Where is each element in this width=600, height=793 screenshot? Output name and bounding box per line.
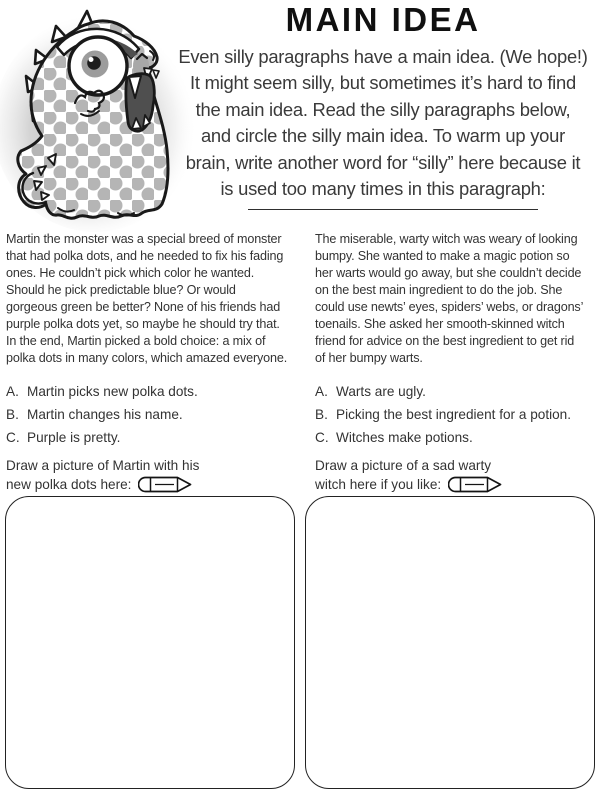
choices — [315, 380, 598, 449]
choice-text: Picking the best ingredient for a potion. — [336, 407, 572, 422]
choice-option[interactable] — [315, 380, 598, 403]
paragraph-line: could use newts’ eyes, spiders’ webs, or dragons’ — [315, 300, 584, 314]
paragraph-line: on the best main ingredient to do the job. She — [315, 283, 563, 297]
intro-line: Even silly paragraphs have a main idea. (We hope!) — [178, 46, 588, 67]
intro-line: It might seem silly, but sometimes it’s hard to find — [190, 72, 576, 94]
choice-option[interactable] — [6, 380, 308, 403]
paragraph-line: polka dots in many colors, which amazed everyone. — [6, 351, 288, 365]
paragraph-line: bumpy. She wanted to make a magic potion so — [315, 249, 570, 263]
choice-letter: C. — [6, 430, 20, 445]
exercise-witch — [315, 231, 598, 494]
choice-letter: B. — [315, 407, 328, 422]
paragraph — [315, 231, 598, 367]
choice-letter: A. — [6, 384, 19, 399]
header — [166, 0, 600, 202]
choice-letter: A. — [315, 384, 328, 399]
choice-text: Purple is pretty. — [27, 430, 121, 445]
choice-option[interactable] — [315, 426, 598, 449]
paragraph-line: ones. He couldn’t pick which color he wanted. — [6, 266, 255, 280]
exercise-martin — [6, 231, 308, 494]
paragraph-line: gorgeous green be better? None of his friends had — [6, 300, 281, 314]
paragraph — [6, 231, 308, 367]
paragraph-line: of her bumpy warts. — [315, 351, 423, 365]
paragraph-line: In the end, Martin picked a bold choice: a mix of — [6, 334, 266, 348]
pencil-icon — [138, 476, 192, 493]
paragraph-line: purple polka dots yet, so maybe he should try that. — [6, 317, 280, 331]
choice-text: Martin picks new polka dots. — [27, 384, 198, 399]
monster-eye — [69, 37, 127, 95]
draw-prompt — [6, 457, 308, 494]
choice-option[interactable] — [6, 403, 308, 426]
choice-text: Warts are ugly. — [336, 384, 426, 399]
draw-prompt-line: Draw a picture of Martin with his — [6, 458, 200, 473]
intro-line: the main idea. Read the silly paragraphs below, — [195, 98, 571, 120]
drawing-box-witch[interactable] — [305, 496, 595, 789]
choice-option[interactable] — [6, 426, 308, 449]
draw-prompt-line: new polka dots here: — [6, 476, 132, 492]
drawing-box-martin[interactable] — [5, 496, 295, 789]
intro-line: is used too many times in this paragraph: — [220, 178, 546, 200]
draw-prompt — [315, 457, 598, 494]
choice-text: Witches make potions. — [336, 430, 473, 445]
paragraph-line: friend for advice on the best ingredient to get rid — [315, 334, 575, 348]
intro-line: brain, write another word for “silly” here because it — [185, 151, 581, 173]
choice-option[interactable] — [315, 403, 598, 426]
paragraph-line: Should he pick predictable blue? Or would — [6, 283, 236, 297]
intro-text — [166, 44, 600, 202]
choice-text: Martin changes his name. — [27, 407, 183, 422]
page-title: MAIN IDEA — [285, 1, 481, 38]
paragraph-line: toenails. She asked her smooth-skinned witch — [315, 317, 565, 331]
pencil-icon — [448, 476, 502, 493]
choice-letter: C. — [315, 430, 329, 445]
paragraph-line: Martin the monster was a special breed of monster — [6, 232, 282, 246]
silly-word-write-line[interactable] — [248, 196, 538, 210]
paragraph-line: The miserable, warty witch was weary of looking — [315, 232, 578, 246]
paragraph-line: that had polka dots, and he needed to fix his fading — [6, 249, 284, 263]
choice-letter: B. — [6, 407, 19, 422]
draw-prompt-line: Draw a picture of a sad warty — [315, 458, 492, 473]
paragraph-line: her warts would go away, but she couldn’t decide — [315, 266, 582, 280]
draw-prompt-line: witch here if you like: — [315, 476, 442, 492]
monster-mouth — [126, 74, 154, 131]
intro-line: and circle the silly main idea. To warm up your — [200, 125, 566, 147]
choices — [6, 380, 308, 449]
